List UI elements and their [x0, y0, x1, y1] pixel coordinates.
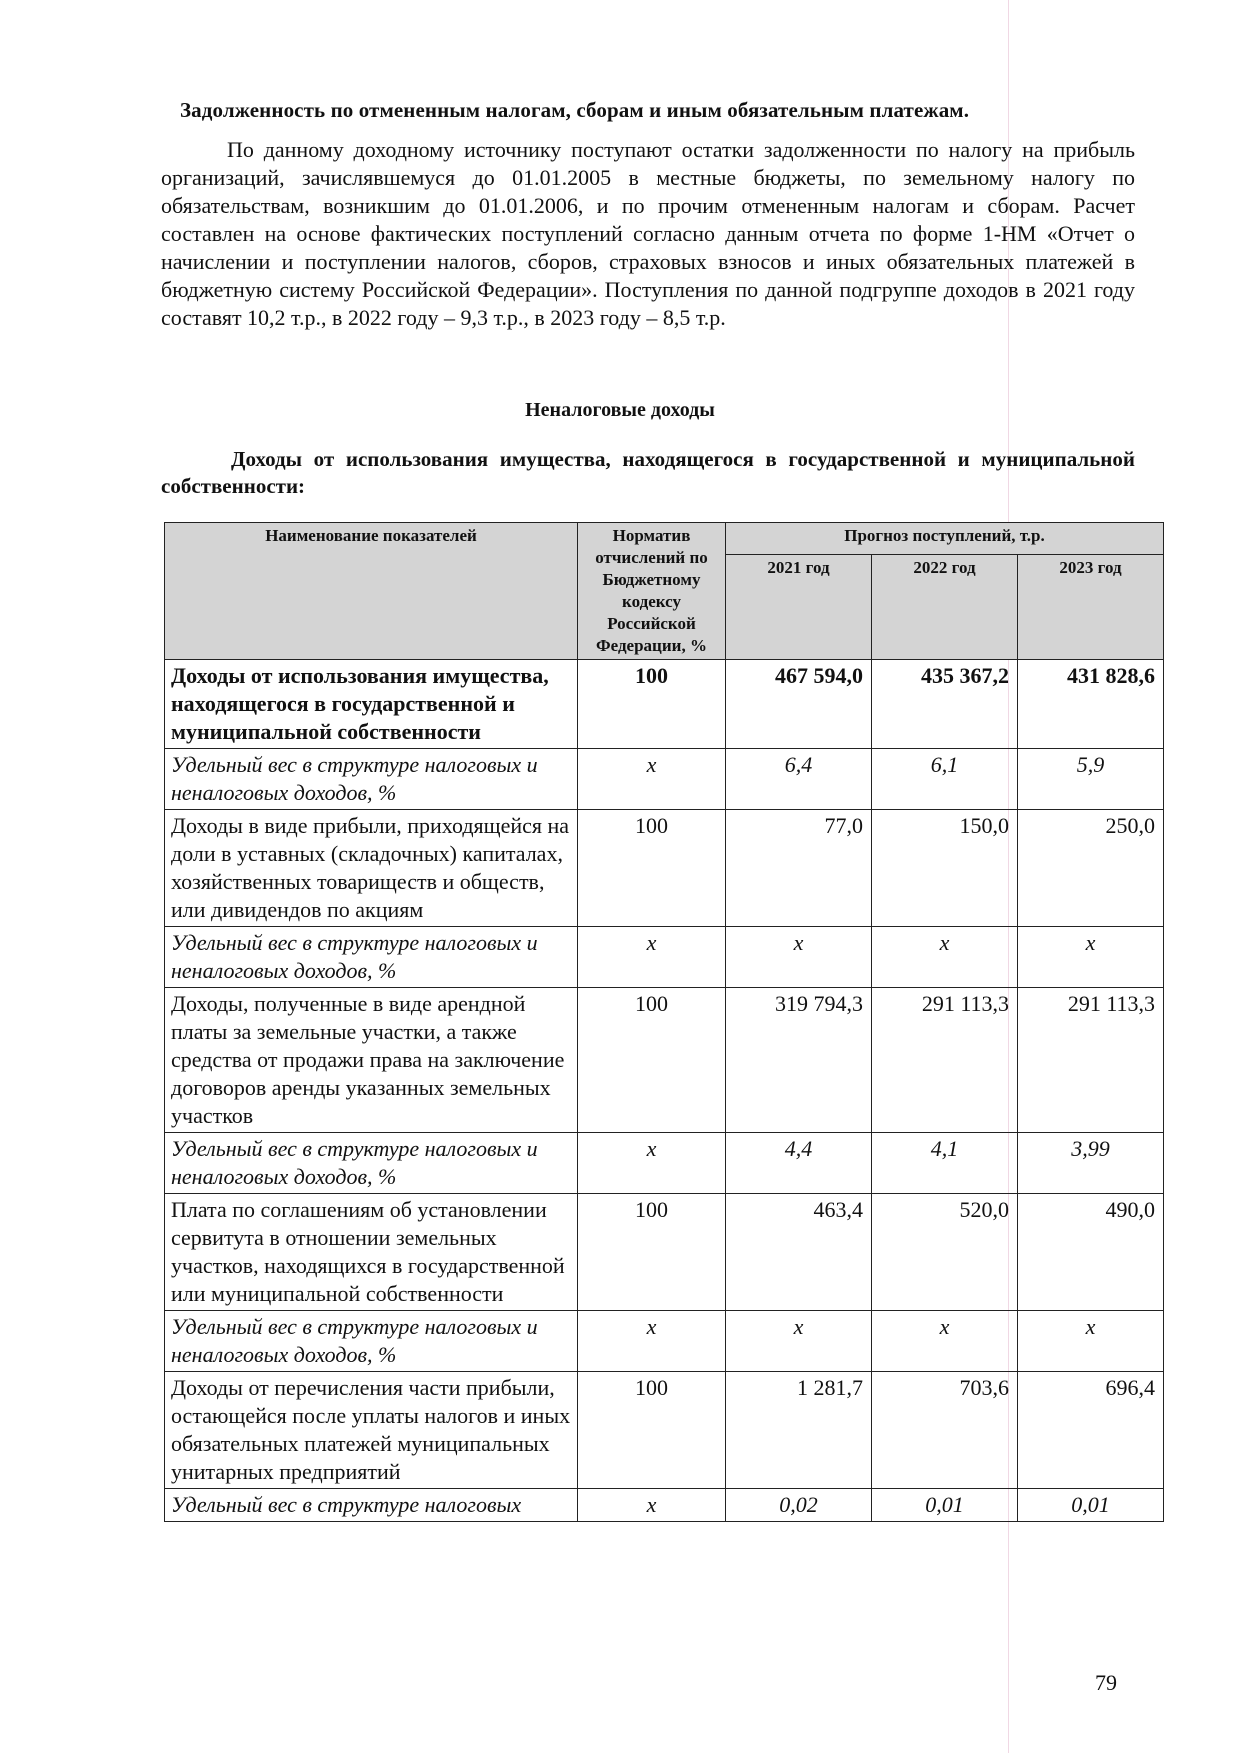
header-year-2021: 2021 год: [726, 555, 872, 660]
row-value-2023: 3,99: [1018, 1133, 1164, 1194]
table-row: [165, 1372, 1164, 1489]
row-norm: 100: [578, 810, 726, 927]
header-year-2023: 2023 год: [1018, 555, 1164, 660]
row-value-2021: х: [726, 927, 872, 988]
row-value-2023: 5,9: [1018, 749, 1164, 810]
row-norm: 100: [578, 988, 726, 1133]
section-heading: Задолженность по отмененным налогам, сборам и иным обязательным платежам.: [180, 98, 970, 122]
row-value-2021: 77,0: [726, 810, 872, 927]
row-value-2022: 6,1: [872, 749, 1018, 810]
row-value-2021: 319 794,3: [726, 988, 872, 1133]
header-norm: Норматив отчислений по Бюджетному кодексу Российской Федерации, %: [578, 523, 726, 660]
row-value-2022: х: [872, 1311, 1018, 1372]
table-row: [165, 1489, 1164, 1522]
row-value-2022: 703,6: [872, 1372, 1018, 1489]
row-value-2022: 435 367,2: [872, 660, 1018, 749]
table-row: [165, 927, 1164, 988]
row-name: Удельный вес в структуре налоговых и неналоговых доходов, %: [165, 749, 578, 810]
row-value-2022: 150,0: [872, 810, 1018, 927]
body-paragraph: [161, 136, 1135, 332]
row-value-2021: 0,02: [726, 1489, 872, 1522]
row-name: Доходы от перечисления части прибыли, остающейся после уплаты налогов и иных обязательных платежей муниципальных унитарных предприятий: [165, 1372, 578, 1489]
row-norm: 100: [578, 660, 726, 749]
row-value-2022: х: [872, 927, 1018, 988]
row-name: Доходы, полученные в виде арендной платы за земельные участки, а также средства от продажи права на заключение договоров аренды указанных земельных участков: [165, 988, 578, 1133]
subheading: Неналоговые доходы: [525, 399, 715, 421]
row-value-2021: 4,4: [726, 1133, 872, 1194]
row-value-2023: 0,01: [1018, 1489, 1164, 1522]
row-value-2023: 291 113,3: [1018, 988, 1164, 1133]
row-value-2023: 250,0: [1018, 810, 1164, 927]
row-norm: 100: [578, 1372, 726, 1489]
row-name: Удельный вес в структуре налоговых и неналоговых доходов, %: [165, 1133, 578, 1194]
row-name: Доходы от использования имущества, находящегося в государственной и муниципальной собственности: [165, 660, 578, 749]
header-forecast: Прогноз поступлений, т.р.: [726, 523, 1164, 555]
paragraph-text: По данному доходному источнику поступают остатки задолженности по налогу на прибыль организаций, зачислявшемуся до 01.01.2005 в местные бюджеты, по земельному налогу по обязательствам, возникшим до 01.01.2006, и по прочим отмененным налогам и сборам. Расчет составлен на основе фактических поступлений согласно данным отчета по форме 1-НМ «Отчет о начислении и поступлении налогов, сборов, страховых взносов и иных обязательных платежей в бюджетную систему Российской Федерации». Поступления по данной подгруппе доходов в 2021 году составят 10,2 т.р., в 2022 году – 9,3 т.р., в 2023 году – 8,5 т.р.: [161, 137, 1135, 330]
row-name: Удельный вес в структуре налоговых: [165, 1489, 578, 1522]
row-name: Удельный вес в структуре налоговых и неналоговых доходов, %: [165, 927, 578, 988]
row-value-2023: х: [1018, 927, 1164, 988]
row-value-2022: 291 113,3: [872, 988, 1018, 1133]
row-value-2023: х: [1018, 1311, 1164, 1372]
table-row: [165, 1133, 1164, 1194]
row-value-2022: 520,0: [872, 1194, 1018, 1311]
table-title: [161, 446, 1135, 500]
row-value-2021: х: [726, 1311, 872, 1372]
table-row: [165, 810, 1164, 927]
table-row: [165, 1194, 1164, 1311]
row-norm: х: [578, 1311, 726, 1372]
header-year-2022: 2022 год: [872, 555, 1018, 660]
table-row: [165, 1311, 1164, 1372]
row-value-2021: 467 594,0: [726, 660, 872, 749]
row-name: Удельный вес в структуре налоговых и неналоговых доходов, %: [165, 1311, 578, 1372]
row-value-2022: 4,1: [872, 1133, 1018, 1194]
table-row: [165, 660, 1164, 749]
row-value-2021: 6,4: [726, 749, 872, 810]
row-value-2023: 696,4: [1018, 1372, 1164, 1489]
row-name: Доходы в виде прибыли, приходящейся на доли в уставных (складочных) капиталах, хозяйственных товариществ и обществ, или дивидендов по акциям: [165, 810, 578, 927]
row-value-2023: 490,0: [1018, 1194, 1164, 1311]
table-body: [165, 660, 1164, 1522]
row-value-2021: 1 281,7: [726, 1372, 872, 1489]
table-title-text: Доходы от использования имущества, находящегося в государственной и муниципальной собственности:: [161, 447, 1135, 498]
row-name: Плата по соглашениям об установлении сервитута в отношении земельных участков, находящихся в государственной или муниципальной собственности: [165, 1194, 578, 1311]
row-norm: х: [578, 749, 726, 810]
row-norm: 100: [578, 1194, 726, 1311]
revenue-table: [164, 522, 1164, 1522]
page-number: 79: [1095, 1670, 1117, 1695]
row-norm: х: [578, 1489, 726, 1522]
row-value-2023: 431 828,6: [1018, 660, 1164, 749]
table-row: [165, 749, 1164, 810]
row-norm: х: [578, 927, 726, 988]
row-value-2022: 0,01: [872, 1489, 1018, 1522]
row-value-2021: 463,4: [726, 1194, 872, 1311]
header-name: Наименование показателей: [165, 523, 578, 660]
row-norm: х: [578, 1133, 726, 1194]
table-row: [165, 988, 1164, 1133]
